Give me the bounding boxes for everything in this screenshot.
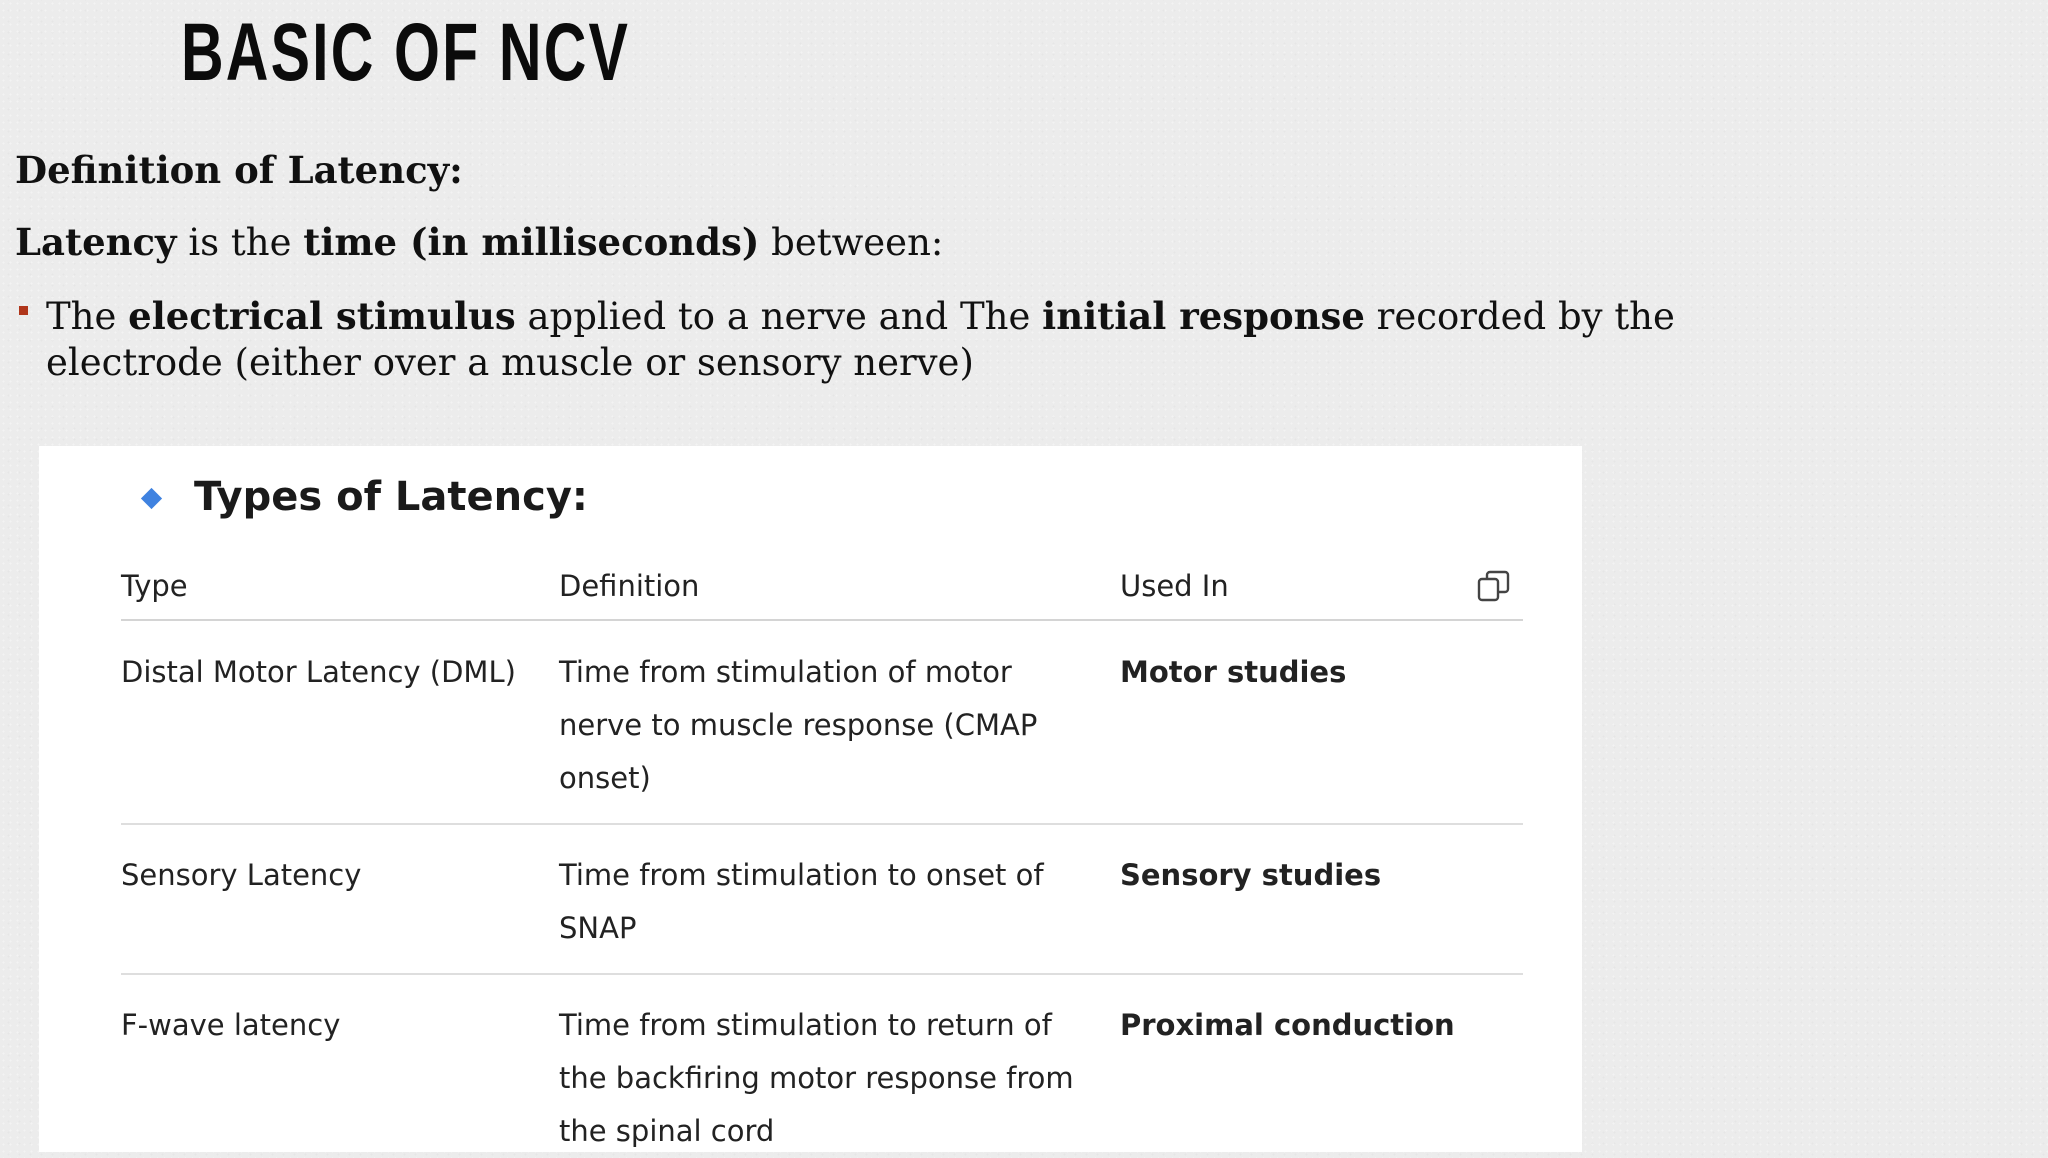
- types-panel-title: Types of Latency:: [194, 474, 588, 520]
- latency-term: Latency: [15, 220, 177, 264]
- bullet-bold-stimulus: electrical stimulus: [128, 294, 516, 338]
- latency-connector: is the: [176, 221, 304, 264]
- copy-icon[interactable]: [1476, 568, 1512, 604]
- row-2-definition: Time from stimulation to onset of SNAP: [559, 858, 1044, 945]
- square-bullet-icon: [19, 306, 28, 315]
- slide-title: BASIC OF NCV: [181, 7, 631, 98]
- column-header-definition: Definition: [559, 569, 700, 603]
- bullet-bold-response: initial response: [1042, 294, 1365, 338]
- row-1-definition: Time from stimulation of motor nerve to muscle response (CMAP onset): [559, 655, 1038, 795]
- column-header-type: Type: [121, 569, 188, 603]
- latency-time-phrase: time (in milliseconds): [303, 220, 760, 264]
- definition-heading: Definition of Latency:: [15, 148, 463, 192]
- latency-bullet-text: [46, 293, 1686, 386]
- bullet-part-1: The: [46, 295, 129, 338]
- row-3-used-in: Proximal conduction: [1120, 1008, 1455, 1042]
- bullet-part-3: recorded by the electrode (either over a muscle or sensory nerve): [46, 295, 1675, 384]
- row-2-used-in: Sensory studies: [1120, 858, 1382, 892]
- row-2-type: Sensory Latency: [121, 858, 362, 892]
- column-header-used-in: Used In: [1120, 569, 1229, 603]
- header-divider: [121, 619, 1523, 621]
- row-3-definition: Time from stimulation to return of the backfiring motor response from the spinal cord: [559, 1008, 1074, 1148]
- row-3-type: F-wave latency: [121, 1008, 341, 1042]
- bullet-part-2: applied to a nerve and The: [515, 295, 1043, 338]
- latency-definition-line: [15, 220, 943, 264]
- row-1-type: Distal Motor Latency (DML): [121, 655, 516, 689]
- row-1-used-in: Motor studies: [1120, 655, 1347, 689]
- row-divider: [121, 823, 1523, 825]
- row-divider: [121, 973, 1523, 975]
- latency-tail: between:: [759, 221, 944, 264]
